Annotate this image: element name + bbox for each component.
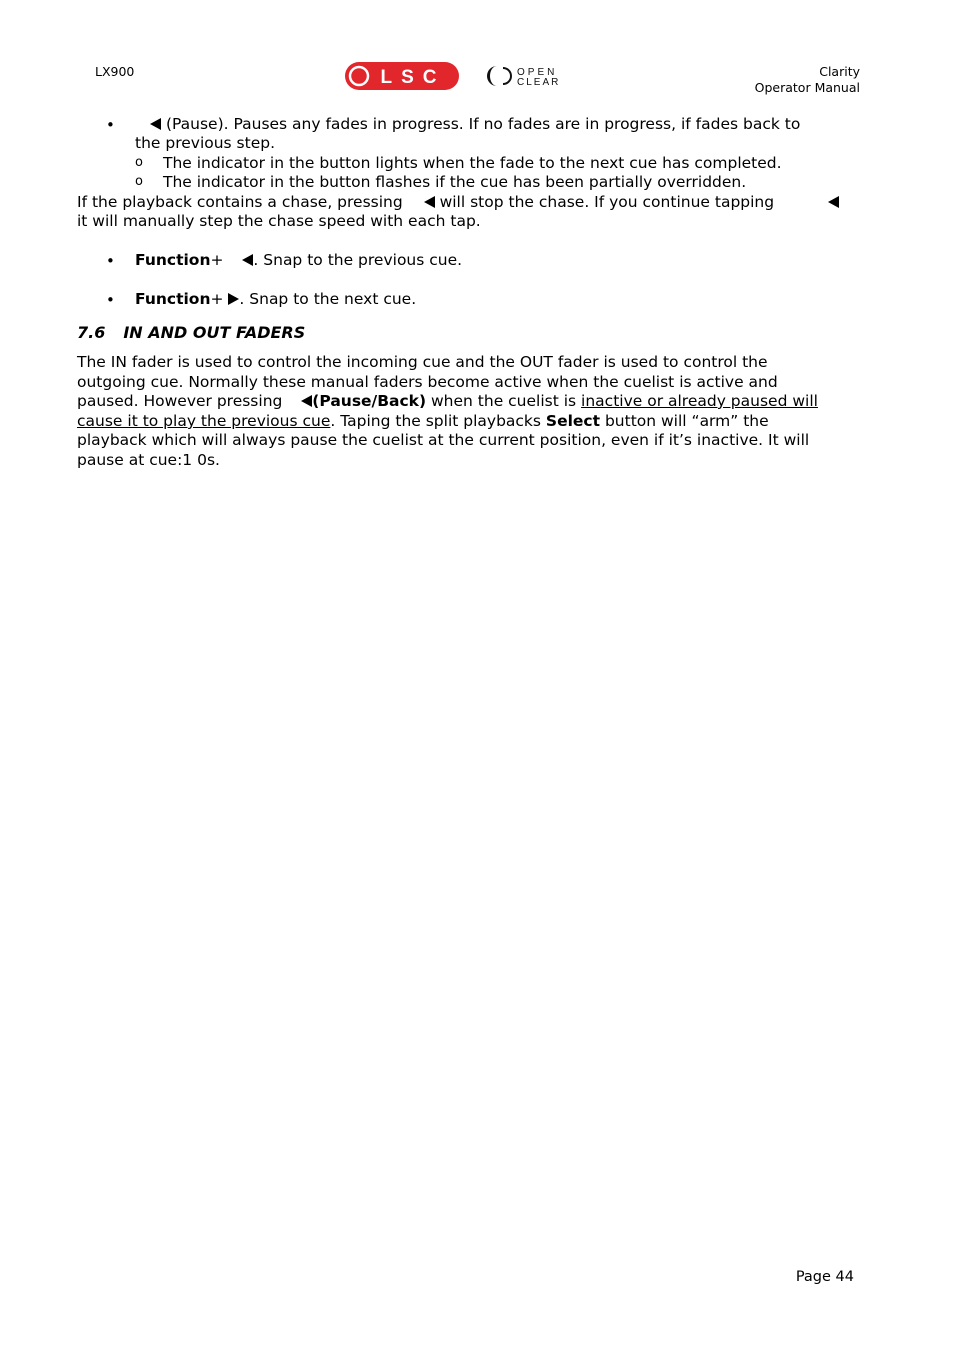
pause-text-cont: the previous step. (135, 134, 276, 152)
faders-line2: outgoing cue. Normally these manual faders become active when the cuelist is active and (77, 373, 778, 391)
pause-sub2: The indicator in the button flashes if the cue has been partially overridden. (163, 173, 747, 191)
header-product: Clarity (819, 64, 860, 79)
open-clear-logo (483, 64, 578, 88)
chase-line2: it will manually step the chase speed with each tap. (77, 212, 481, 230)
faders-l3a: paused. However pressing (77, 392, 283, 410)
plus-sign: + (210, 251, 224, 269)
select-label: Select (545, 412, 601, 430)
function-key-label: Function (135, 290, 211, 308)
chase-part2: will stop the chase. If you continue tapping (439, 193, 775, 211)
section-heading (77, 323, 305, 342)
faders-line4 (77, 412, 769, 430)
pause-text: (Pause). Pauses any fades in progress. If no fades are in progress, if fades back to (165, 115, 801, 133)
faders-l4b: . Taping the split playbacks (330, 412, 546, 430)
faders-l3d: inactive or already paused will (581, 392, 818, 410)
chase-line1 (77, 193, 774, 211)
pause-back-label: (Pause/Back) (312, 392, 427, 410)
faders-l3c: when the cuelist is (426, 392, 582, 410)
page-number: Page 44 (795, 1269, 854, 1285)
faders-line5: playback which will always pause the cuelist at the current position, even if it’s inactive. It will (77, 431, 810, 449)
back-arrow-icon (828, 196, 839, 208)
function-prev-text: . Snap to the previous cue. (253, 251, 463, 269)
sub-bullet-circle: o (135, 155, 143, 170)
faders-line6: pause at cue:1 0s. (77, 451, 220, 469)
chase-part1: If the playback contains a chase, pressing (77, 193, 403, 211)
back-arrow-icon (150, 118, 161, 130)
function-next (135, 290, 416, 308)
forward-arrow-icon (228, 293, 239, 305)
back-arrow-icon (424, 196, 435, 208)
sub-bullet-circle: o (135, 174, 143, 189)
function-key-label: Function (135, 251, 211, 269)
faders-line1: The IN fader is used to control the incoming cue and the OUT fader is used to control the (77, 353, 768, 371)
faders-l4a: cause it to play the previous cue (77, 412, 331, 430)
plus-sign: + (210, 290, 224, 308)
faders-line3 (77, 392, 818, 410)
header-doc-title (755, 64, 860, 96)
bullet-dot: • (106, 116, 115, 134)
lsc-logo (345, 62, 459, 90)
section-title: IN AND OUT FADERS (123, 323, 306, 342)
back-arrow-icon (301, 395, 312, 407)
bullet-dot: • (106, 252, 115, 270)
pause-bullet (150, 115, 800, 133)
open-clear-line1: OPEN (517, 67, 558, 78)
pause-sub1: The indicator in the button lights when the fade to the next cue has completed. (163, 154, 782, 172)
section-number: 7.6 (77, 323, 106, 342)
lsc-logo-text: LSC (380, 67, 446, 88)
function-prev (135, 251, 462, 269)
header-manual: Operator Manual (754, 80, 860, 95)
bullet-dot: • (106, 291, 115, 309)
open-clear-line2: CLEAR (517, 77, 561, 88)
back-arrow-icon (242, 254, 253, 266)
faders-l4d: button will “arm” the (600, 412, 769, 430)
header-model: LX900 (95, 64, 135, 79)
function-next-text: . Snap to the next cue. (239, 290, 417, 308)
